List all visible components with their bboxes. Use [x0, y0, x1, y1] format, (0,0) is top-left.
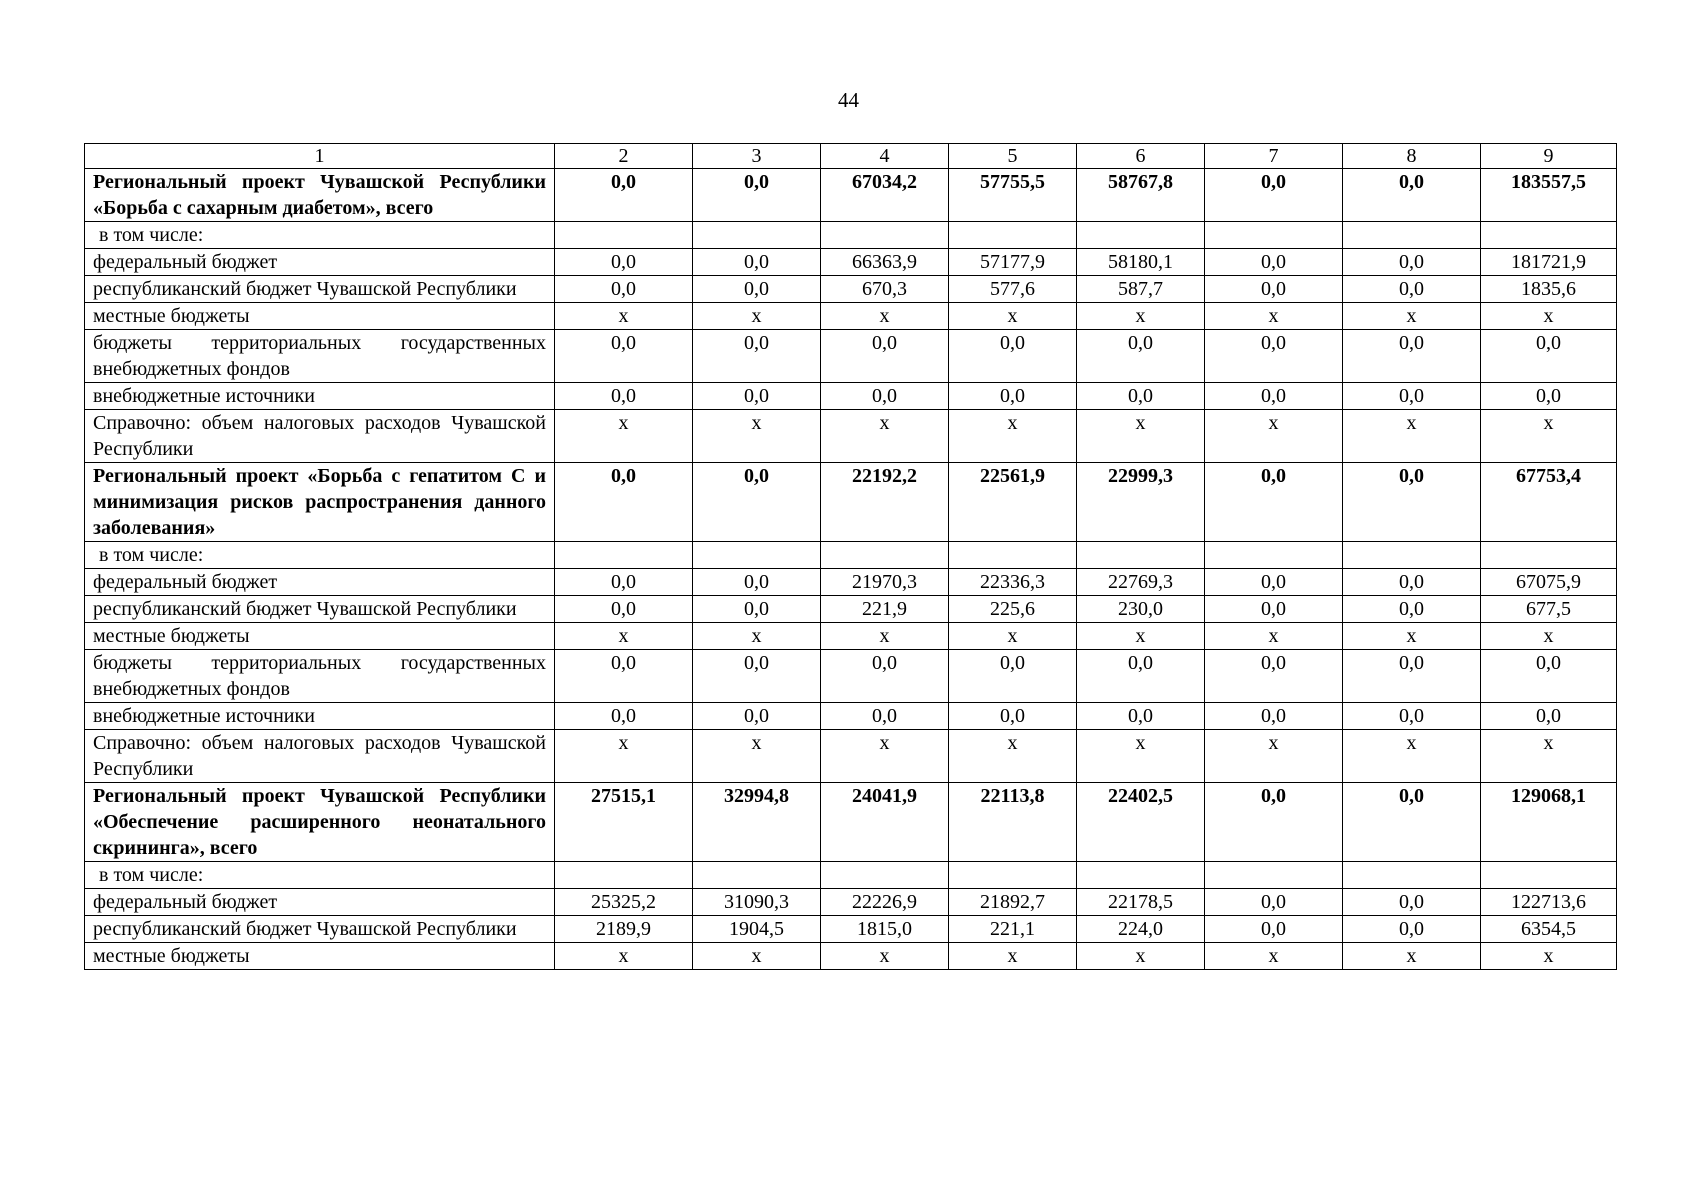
table-row: [85, 569, 1617, 596]
value-cell: 0,0: [1343, 249, 1481, 276]
table-row: [85, 222, 1617, 249]
value-cell: 22402,5: [1077, 783, 1205, 862]
value-cell: 0,0: [1205, 916, 1343, 943]
value-cell: 0,0: [1343, 650, 1481, 703]
value-cell: х: [693, 730, 821, 783]
value-cell: 0,0: [693, 596, 821, 623]
value-cell: 0,0: [693, 276, 821, 303]
value-cell: 0,0: [555, 330, 693, 383]
value-cell: х: [821, 943, 949, 970]
value-cell: 129068,1: [1481, 783, 1617, 862]
value-cell: 0,0: [1077, 383, 1205, 410]
value-cell: 0,0: [821, 330, 949, 383]
table-row: [85, 623, 1617, 650]
value-cell: 0,0: [555, 383, 693, 410]
value-cell: х: [821, 730, 949, 783]
value-cell: 0,0: [1343, 463, 1481, 542]
table-row: [85, 862, 1617, 889]
value-cell: х: [693, 623, 821, 650]
page-number: 44: [838, 88, 859, 112]
value-cell: 22226,9: [821, 889, 949, 916]
budget-table: [84, 143, 1617, 970]
value-cell: [1481, 542, 1617, 569]
value-cell: 21970,3: [821, 569, 949, 596]
table-row: [85, 276, 1617, 303]
value-cell: 0,0: [1343, 703, 1481, 730]
value-cell: 22178,5: [1077, 889, 1205, 916]
value-cell: 677,5: [1481, 596, 1617, 623]
value-cell: 0,0: [555, 703, 693, 730]
value-cell: 0,0: [1343, 169, 1481, 222]
value-cell: х: [1343, 623, 1481, 650]
value-cell: 58767,8: [1077, 169, 1205, 222]
table-row: [85, 783, 1617, 862]
value-cell: [1077, 542, 1205, 569]
row-label: в том числе:: [85, 542, 555, 569]
table-row: [85, 303, 1617, 330]
value-cell: 0,0: [1205, 596, 1343, 623]
table-row: [85, 330, 1617, 383]
value-cell: [693, 222, 821, 249]
value-cell: 122713,6: [1481, 889, 1617, 916]
value-cell: х: [1077, 410, 1205, 463]
value-cell: 0,0: [1343, 783, 1481, 862]
value-cell: 21892,7: [949, 889, 1077, 916]
value-cell: х: [555, 410, 693, 463]
row-label: республиканский бюджет Чувашской Республики: [85, 916, 555, 943]
value-cell: х: [555, 303, 693, 330]
value-cell: 22769,3: [1077, 569, 1205, 596]
value-cell: х: [949, 943, 1077, 970]
value-cell: 0,0: [555, 596, 693, 623]
value-cell: 0,0: [555, 276, 693, 303]
value-cell: х: [1077, 623, 1205, 650]
column-header: 1: [85, 144, 555, 169]
value-cell: 66363,9: [821, 249, 949, 276]
value-cell: х: [1481, 943, 1617, 970]
value-cell: х: [1205, 410, 1343, 463]
value-cell: 0,0: [1343, 889, 1481, 916]
value-cell: [1077, 222, 1205, 249]
table-row: [85, 916, 1617, 943]
value-cell: 0,0: [1343, 596, 1481, 623]
row-label: федеральный бюджет: [85, 889, 555, 916]
value-cell: 0,0: [821, 703, 949, 730]
value-cell: [1481, 222, 1617, 249]
value-cell: 0,0: [555, 463, 693, 542]
value-cell: х: [821, 410, 949, 463]
row-label: Региональный проект Чувашской Республики «Обеспечение расширенного неонатального скрининга», всего: [85, 783, 555, 862]
value-cell: 0,0: [1205, 249, 1343, 276]
table-row: [85, 730, 1617, 783]
value-cell: х: [1077, 303, 1205, 330]
value-cell: х: [1343, 943, 1481, 970]
value-cell: 1815,0: [821, 916, 949, 943]
row-label: Справочно: объем налоговых расходов Чувашской Республики: [85, 730, 555, 783]
value-cell: 0,0: [1205, 650, 1343, 703]
column-header: 2: [555, 144, 693, 169]
value-cell: 22561,9: [949, 463, 1077, 542]
table-row: [85, 889, 1617, 916]
value-cell: 0,0: [555, 650, 693, 703]
value-cell: 0,0: [693, 383, 821, 410]
value-cell: 67075,9: [1481, 569, 1617, 596]
value-cell: 0,0: [1077, 330, 1205, 383]
value-cell: х: [693, 943, 821, 970]
value-cell: 27515,1: [555, 783, 693, 862]
value-cell: 230,0: [1077, 596, 1205, 623]
value-cell: х: [1481, 730, 1617, 783]
value-cell: 2189,9: [555, 916, 693, 943]
value-cell: 0,0: [693, 569, 821, 596]
value-cell: 0,0: [693, 169, 821, 222]
value-cell: 0,0: [949, 650, 1077, 703]
value-cell: 0,0: [1205, 383, 1343, 410]
value-cell: 58180,1: [1077, 249, 1205, 276]
value-cell: 0,0: [1481, 330, 1617, 383]
value-cell: 0,0: [821, 383, 949, 410]
table-body: [85, 144, 1617, 970]
value-cell: [1205, 222, 1343, 249]
value-cell: [949, 222, 1077, 249]
value-cell: [821, 542, 949, 569]
value-cell: х: [693, 410, 821, 463]
value-cell: х: [949, 730, 1077, 783]
value-cell: 24041,9: [821, 783, 949, 862]
column-header: 4: [821, 144, 949, 169]
value-cell: х: [1205, 943, 1343, 970]
value-cell: 221,9: [821, 596, 949, 623]
value-cell: 0,0: [1343, 330, 1481, 383]
value-cell: х: [1481, 410, 1617, 463]
value-cell: 1904,5: [693, 916, 821, 943]
value-cell: 0,0: [1205, 569, 1343, 596]
row-label: местные бюджеты: [85, 943, 555, 970]
value-cell: 670,3: [821, 276, 949, 303]
value-cell: 0,0: [1205, 330, 1343, 383]
value-cell: 0,0: [1205, 889, 1343, 916]
column-header: 5: [949, 144, 1077, 169]
value-cell: 0,0: [1343, 569, 1481, 596]
value-cell: [1077, 862, 1205, 889]
value-cell: 57755,5: [949, 169, 1077, 222]
value-cell: 0,0: [1205, 703, 1343, 730]
table-row: [85, 169, 1617, 222]
value-cell: х: [949, 303, 1077, 330]
value-cell: 0,0: [693, 650, 821, 703]
table-row: [85, 596, 1617, 623]
row-label: внебюджетные источники: [85, 383, 555, 410]
row-label: Региональный проект Чувашской Республики «Борьба с сахарным диабетом», всего: [85, 169, 555, 222]
table-row: [85, 703, 1617, 730]
value-cell: 0,0: [949, 703, 1077, 730]
value-cell: 22999,3: [1077, 463, 1205, 542]
value-cell: 0,0: [693, 330, 821, 383]
value-cell: х: [1205, 623, 1343, 650]
value-cell: х: [1205, 730, 1343, 783]
value-cell: [1343, 542, 1481, 569]
value-cell: х: [555, 623, 693, 650]
value-cell: 577,6: [949, 276, 1077, 303]
value-cell: [1205, 862, 1343, 889]
value-cell: 587,7: [1077, 276, 1205, 303]
value-cell: х: [1343, 410, 1481, 463]
value-cell: х: [1481, 623, 1617, 650]
column-header: 8: [1343, 144, 1481, 169]
value-cell: 67034,2: [821, 169, 949, 222]
value-cell: 0,0: [1205, 276, 1343, 303]
row-label: федеральный бюджет: [85, 249, 555, 276]
value-cell: 0,0: [949, 383, 1077, 410]
value-cell: х: [1205, 303, 1343, 330]
value-cell: 0,0: [555, 569, 693, 596]
value-cell: х: [1343, 303, 1481, 330]
value-cell: 22113,8: [949, 783, 1077, 862]
value-cell: х: [1343, 730, 1481, 783]
row-label: в том числе:: [85, 222, 555, 249]
value-cell: 0,0: [1077, 703, 1205, 730]
value-cell: х: [821, 303, 949, 330]
value-cell: х: [693, 303, 821, 330]
column-header: 7: [1205, 144, 1343, 169]
value-cell: [1343, 222, 1481, 249]
value-cell: 183557,5: [1481, 169, 1617, 222]
value-cell: 225,6: [949, 596, 1077, 623]
header-row: [85, 144, 1617, 169]
value-cell: х: [1077, 943, 1205, 970]
table-row: [85, 383, 1617, 410]
value-cell: 22336,3: [949, 569, 1077, 596]
value-cell: 0,0: [1343, 383, 1481, 410]
value-cell: 25325,2: [555, 889, 693, 916]
value-cell: 0,0: [693, 249, 821, 276]
value-cell: [555, 862, 693, 889]
row-label: в том числе:: [85, 862, 555, 889]
value-cell: 0,0: [555, 249, 693, 276]
table-row: [85, 542, 1617, 569]
value-cell: 181721,9: [1481, 249, 1617, 276]
value-cell: 32994,8: [693, 783, 821, 862]
value-cell: 0,0: [1343, 916, 1481, 943]
value-cell: х: [821, 623, 949, 650]
table-row: [85, 943, 1617, 970]
value-cell: [693, 862, 821, 889]
value-cell: [949, 862, 1077, 889]
value-cell: х: [949, 623, 1077, 650]
value-cell: 0,0: [555, 169, 693, 222]
row-label: республиканский бюджет Чувашской Республики: [85, 276, 555, 303]
value-cell: 57177,9: [949, 249, 1077, 276]
value-cell: 67753,4: [1481, 463, 1617, 542]
value-cell: 0,0: [1343, 276, 1481, 303]
value-cell: 0,0: [949, 330, 1077, 383]
table-row: [85, 463, 1617, 542]
value-cell: 0,0: [1205, 783, 1343, 862]
column-header: 6: [1077, 144, 1205, 169]
value-cell: [821, 862, 949, 889]
value-cell: х: [1077, 730, 1205, 783]
value-cell: [1205, 542, 1343, 569]
value-cell: 0,0: [1481, 383, 1617, 410]
value-cell: х: [1481, 303, 1617, 330]
row-label: бюджеты территориальных государственных внебюджетных фондов: [85, 650, 555, 703]
value-cell: [1481, 862, 1617, 889]
table-row: [85, 249, 1617, 276]
value-cell: 0,0: [1481, 650, 1617, 703]
row-label: бюджеты территориальных государственных внебюджетных фондов: [85, 330, 555, 383]
value-cell: 0,0: [1077, 650, 1205, 703]
value-cell: 0,0: [821, 650, 949, 703]
row-label: федеральный бюджет: [85, 569, 555, 596]
row-label: внебюджетные источники: [85, 703, 555, 730]
value-cell: [821, 222, 949, 249]
value-cell: [693, 542, 821, 569]
column-header: 9: [1481, 144, 1617, 169]
row-label: местные бюджеты: [85, 623, 555, 650]
value-cell: 0,0: [1205, 463, 1343, 542]
value-cell: х: [555, 730, 693, 783]
value-cell: х: [555, 943, 693, 970]
value-cell: 224,0: [1077, 916, 1205, 943]
value-cell: [555, 542, 693, 569]
value-cell: [555, 222, 693, 249]
value-cell: 0,0: [1205, 169, 1343, 222]
table-row: [85, 410, 1617, 463]
value-cell: [949, 542, 1077, 569]
value-cell: 1835,6: [1481, 276, 1617, 303]
value-cell: 22192,2: [821, 463, 949, 542]
value-cell: 31090,3: [693, 889, 821, 916]
row-label: республиканский бюджет Чувашской Республики: [85, 596, 555, 623]
value-cell: 6354,5: [1481, 916, 1617, 943]
value-cell: 0,0: [693, 703, 821, 730]
table-row: [85, 650, 1617, 703]
row-label: местные бюджеты: [85, 303, 555, 330]
column-header: 3: [693, 144, 821, 169]
value-cell: 0,0: [693, 463, 821, 542]
value-cell: 0,0: [1481, 703, 1617, 730]
value-cell: [1343, 862, 1481, 889]
row-label: Справочно: объем налоговых расходов Чувашской Республики: [85, 410, 555, 463]
value-cell: х: [949, 410, 1077, 463]
row-label: Региональный проект «Борьба с гепатитом С и минимизация рисков распространения данного заболевания»: [85, 463, 555, 542]
value-cell: 221,1: [949, 916, 1077, 943]
